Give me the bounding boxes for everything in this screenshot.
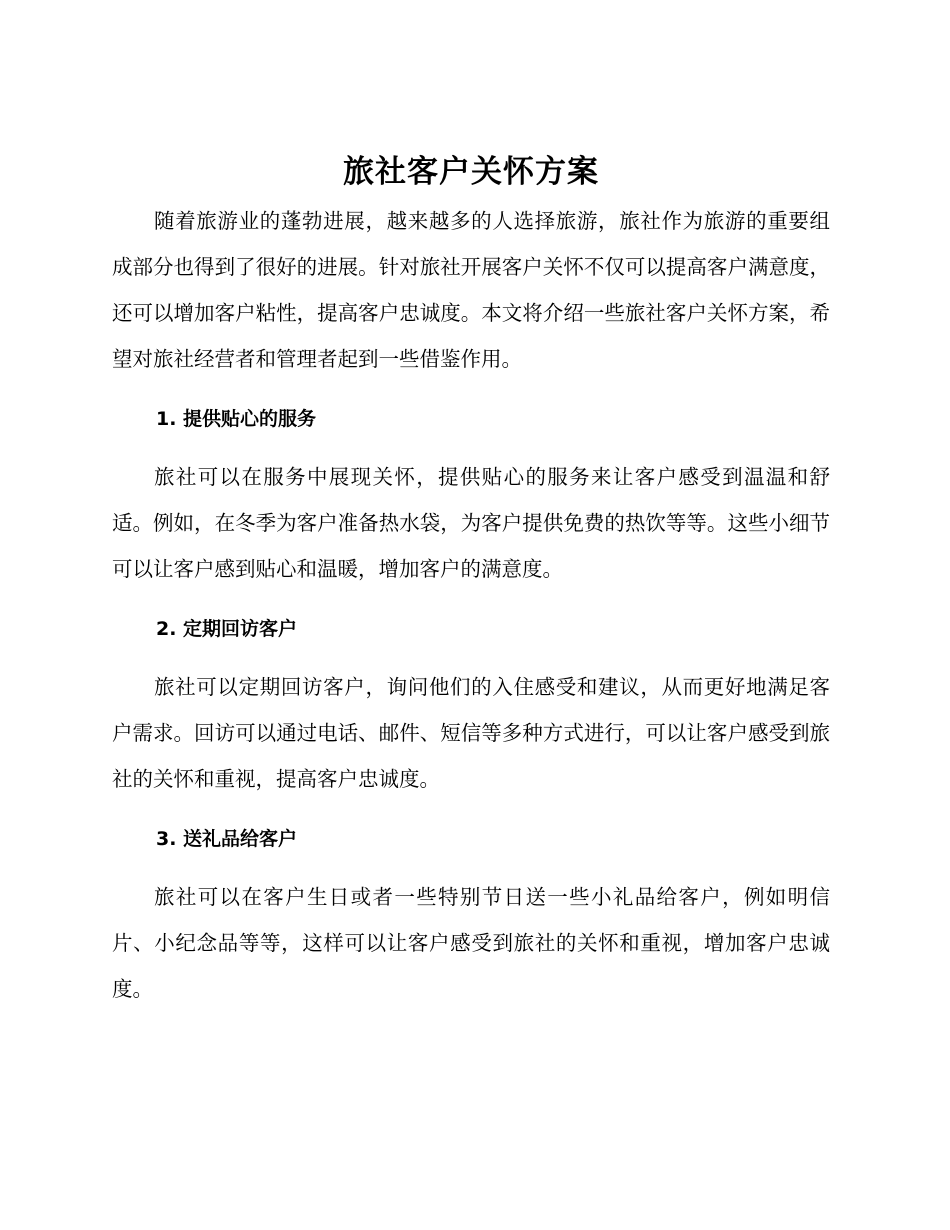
section-revisit (112, 612, 830, 802)
section-body: 旅社可以在客户生日或者一些特别节日送一些小礼品给客户，例如明信片、小纪念品等等，这样可以让客户感受到旅社的关怀和重视，增加客户忠诚度。 (112, 885, 830, 1001)
section-body: 旅社可以定期回访客户，询问他们的入住感受和建议，从而更好地满足客户需求。回访可以通过电话、邮件、短信等多种方式进行，可以让客户感受到旅社的关怀和重视，提高客户忠诚度。 (112, 675, 830, 791)
section-heading: 1. 提供贴心的服务 (156, 408, 317, 430)
document-page (112, 150, 830, 1012)
section-heading: 3. 送礼品给客户 (156, 828, 298, 850)
section-service (112, 402, 830, 592)
section-heading: 2. 定期回访客户 (156, 618, 298, 640)
section-body: 旅社可以在服务中展现关怀，提供贴心的服务来让客户感受到温温和舒适。例如，在冬季为客户准备热水袋，为客户提供免费的热饮等等。这些小细节可以让客户感到贴心和温暖，增加客户的满意度。 (112, 465, 830, 581)
section-gifts (112, 822, 830, 1012)
document-title: 旅社客户关怀方案 (343, 154, 599, 190)
intro-paragraph: 随着旅游业的蓬勃进展，越来越多的人选择旅游，旅社作为旅游的重要组成部分也得到了很好的进展。针对旅社开展客户关怀不仅可以提高客户满意度，还可以增加客户粘性，提高客户忠诚度。本文将介绍一些旅社客户关怀方案，希望对旅社经营者和管理者起到一些借鉴作用。 (112, 209, 830, 371)
